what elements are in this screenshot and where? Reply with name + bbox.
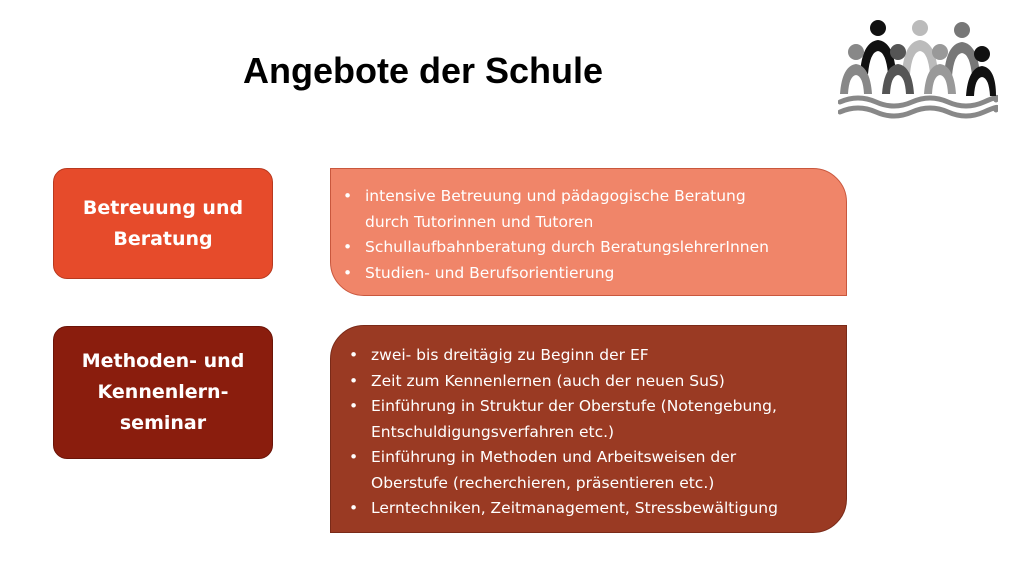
school-people-logo-icon [838,16,998,120]
page-title: Angebote der Schule [243,50,604,91]
section-label-line: Methoden- und [81,350,245,372]
bullet-list [343,184,836,286]
bullet-icon: • [349,448,359,466]
bullet-icon: • [349,346,359,364]
list-item: • zwei- bis dreitägig zu Beginn der EF [349,343,836,369]
bullet-list [349,343,836,522]
bullet-icon: • [343,263,353,282]
section-label-line: Betreuung und [82,196,244,219]
list-item: • Lerntechniken, Zeitmanagement, Stressbewältigung [349,496,836,522]
section-label-line: Beratung [113,227,213,250]
bullet-icon: • [343,187,353,205]
section-label-line: seminar [119,412,207,434]
list-item: • Studien- und Berufsorientierung [343,261,836,287]
list-item: • Einführung in Methoden und Arbeitsweisen der Oberstufe (recherchieren, präsentieren etc.) [349,445,836,496]
section-label-methoden [53,326,273,459]
section-content-methoden [330,325,847,533]
section-label-betreuung [53,168,273,279]
list-item: • Zeit zum Kennenlernen (auch der neuen SuS) [349,369,836,395]
bullet-icon: • [349,371,359,390]
list-item: • Schullaufbahnberatung durch BeratungslehrerInnen [343,235,836,261]
section-label-line: Kennenlern- [97,381,229,403]
list-item: • intensive Betreuung und pädagogische Beratung durch Tutorinnen und Tutoren [343,184,836,235]
bullet-icon: • [349,499,359,517]
bullet-icon: • [343,238,353,256]
bullet-icon: • [349,397,359,415]
section-content-betreuung [330,168,847,296]
list-item: • Einführung in Struktur der Oberstufe (Notengebung, Entschuldigungsverfahren etc.) [349,394,836,445]
